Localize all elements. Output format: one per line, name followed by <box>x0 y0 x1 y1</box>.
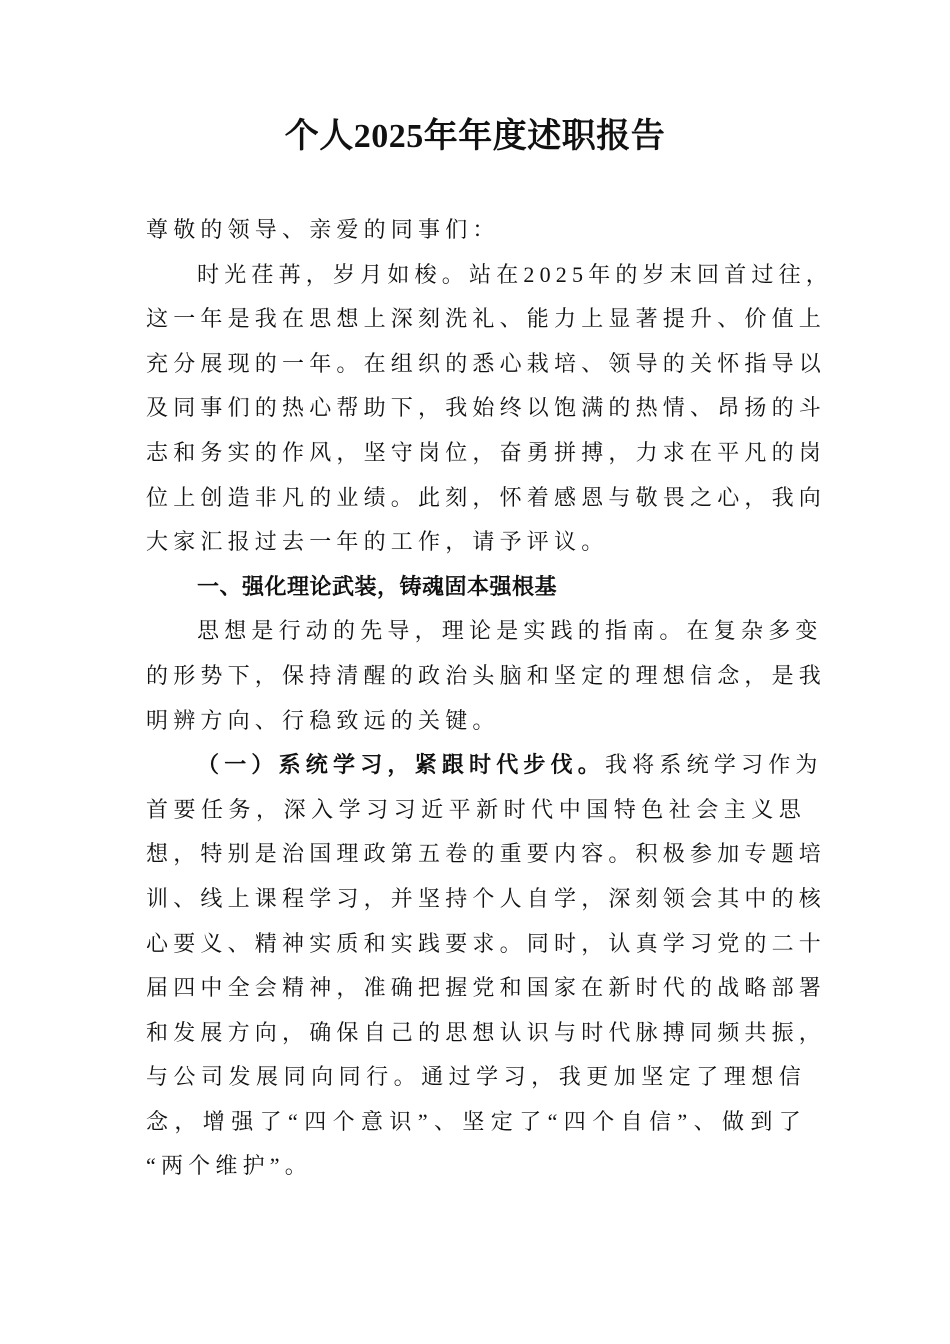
paragraph-line <box>146 743 823 788</box>
paragraph-line: 位上创造非凡的业绩。此刻，怀着感恩与敬畏之心，我向 <box>146 484 827 510</box>
paragraph-line: 想，特别是治国理政第五卷的重要内容。积极参加专题培 <box>146 841 827 867</box>
paragraph-line: 训、线上课程学习，并坚持个人自学，深刻领会其中的核 <box>146 885 827 911</box>
paragraph-line: 这一年是我在思想上深刻洗礼、能力上显著提升、价值上 <box>146 306 827 332</box>
subsection-lead: （一）系统学习，紧跟时代步伐。 <box>197 752 606 778</box>
greeting: 尊敬的领导、亲爱的同事们： <box>146 217 500 242</box>
paragraph-line: 与公司发展同向同行。通过学习，我更加坚定了理想信 <box>146 1064 806 1090</box>
paragraph-line: 明辨方向、行稳致远的关键。 <box>146 707 500 733</box>
document-body <box>146 208 834 1189</box>
paragraph-line: 大家汇报过去一年的工作，请予评议。 <box>146 529 609 555</box>
section-intro-paragraph <box>146 609 827 743</box>
paragraph-text: 我将系统学习作为 <box>605 752 823 778</box>
paragraph-line: 时光荏苒，岁月如梭。站在2025年的岁末回首过往， <box>197 261 834 287</box>
intro-paragraph <box>146 253 834 565</box>
paragraph-line: 届四中全会精神，准确把握党和国家在新时代的战略部署 <box>146 975 827 1001</box>
paragraph-line: 及同事们的热心帮助下，我始终以饱满的热情、昂扬的斗 <box>146 395 827 421</box>
paragraph-line: 念，增强了“四个意识”、坚定了“四个自信”、做到了 <box>146 1108 806 1134</box>
paragraph-line: 心要义、精神实质和实践要求。同时，认真学习党的二十 <box>146 930 827 956</box>
section-heading: 一、强化理论武装，铸魂固本强根基 <box>197 573 558 599</box>
paragraph-line: 志和务实的作风，坚守岗位，奋勇拼搏，力求在平凡的岗 <box>146 439 827 465</box>
document-title: 个人2025年年度述职报告 <box>284 118 666 155</box>
paragraph-line: 首要任务，深入学习习近平新时代中国特色社会主义思 <box>146 796 806 822</box>
paragraph-line: 的形势下，保持清醒的政治头脑和坚定的理想信念，是我 <box>146 662 827 688</box>
paragraph-line: 和发展方向，确保自己的思想认识与时代脉搏同频共振， <box>146 1019 827 1045</box>
paragraph-line: “两个维护”。 <box>146 1153 312 1179</box>
subsection-paragraph <box>146 743 827 1189</box>
paragraph-line: 思想是行动的先导，理论是实践的指南。在复杂多变 <box>197 618 823 644</box>
paragraph-line: 充分展现的一年。在组织的悉心栽培、领导的关怀指导以 <box>146 350 827 376</box>
